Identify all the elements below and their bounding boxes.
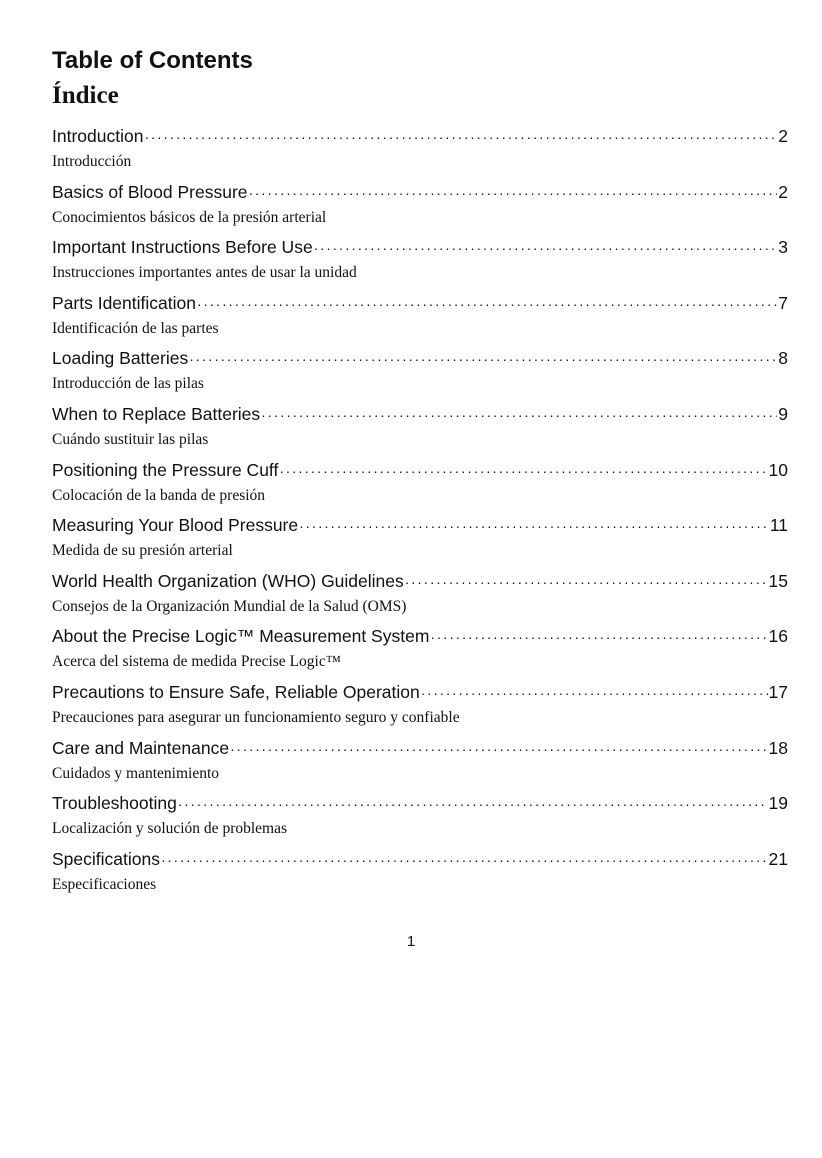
toc-page-number: 3 (778, 237, 788, 258)
toc-label: When to Replace Batteries (52, 403, 261, 424)
toc-line (52, 124, 788, 148)
toc-entry-precise-logic (52, 624, 788, 678)
toc-subtitle: Introducción (52, 153, 132, 170)
toc-line (52, 291, 788, 315)
toc-subtitle: Identificación de las partes (52, 319, 219, 337)
toc-leader-dots (421, 681, 768, 705)
table-of-contents (52, 124, 788, 902)
toc-line (52, 346, 788, 370)
toc-page-number: 18 (768, 737, 788, 758)
toc-entry-specifications (52, 847, 788, 901)
toc-label: Positioning the Pressure Cuff (52, 459, 279, 480)
toc-page-number: 2 (778, 126, 788, 146)
toc-line (52, 180, 788, 204)
toc-page-number: 21 (768, 848, 788, 869)
toc-label: Important Instructions Before Use (52, 237, 313, 258)
toc-entry-loading-batteries (52, 346, 788, 400)
toc-leader-dots (230, 737, 767, 761)
toc-entry-parts-identification (52, 291, 788, 345)
page-title-spanish: Índice (52, 82, 119, 109)
toc-label: Basics of Blood Pressure (52, 181, 248, 202)
toc-line (52, 680, 788, 704)
toc-page-number: 8 (778, 348, 788, 369)
toc-label: Care and Maintenance (52, 737, 230, 758)
toc-leader-dots (279, 459, 767, 483)
toc-entry-troubleshooting (52, 791, 788, 845)
toc-leader-dots (178, 792, 768, 816)
toc-label: Specifications (52, 848, 160, 869)
toc-subtitle: Colocación de la banda de presión (52, 486, 266, 504)
toc-line (52, 736, 788, 760)
toc-line (52, 624, 788, 648)
toc-entry-when-to-replace-batteries (52, 402, 788, 456)
toc-entry-basics-of-blood-pressure (52, 180, 788, 234)
toc-entry-important-instructions (52, 235, 788, 289)
toc-leader-dots (314, 236, 778, 260)
toc-subtitle: Medida de su presión arterial (52, 542, 233, 560)
toc-entry-who-guidelines (52, 569, 788, 623)
toc-subtitle: Especificaciones (52, 875, 157, 893)
toc-line (52, 847, 788, 871)
toc-subtitle: Acerca del sistema de medida Precise Logic™ (52, 653, 341, 671)
toc-label: Introduction (52, 126, 144, 146)
toc-page-number: 9 (778, 403, 788, 424)
toc-label: About the Precise Logic™ Measurement System (52, 626, 430, 647)
toc-line (52, 235, 788, 259)
toc-subtitle: Precauciones para asegurar un funcionamiento seguro y confiable (52, 708, 460, 726)
toc-subtitle: Instrucciones importantes antes de usar la unidad (52, 264, 357, 282)
toc-entry-care-and-maintenance (52, 736, 788, 790)
page-number: 1 (406, 933, 416, 950)
toc-entry-measuring-blood-pressure (52, 513, 788, 567)
toc-page-number: 2 (778, 181, 788, 202)
toc-leader-dots (249, 181, 778, 205)
toc-page-number: 7 (778, 292, 788, 313)
toc-leader-dots (197, 292, 777, 316)
toc-line (52, 513, 788, 537)
toc-line (52, 569, 788, 593)
toc-leader-dots (144, 125, 777, 149)
toc-leader-dots (189, 347, 777, 371)
toc-subtitle: Cuidados y mantenimiento (52, 764, 220, 782)
toc-leader-dots (299, 514, 769, 538)
toc-label: Measuring Your Blood Pressure (52, 515, 299, 536)
toc-subtitle: Conocimientos básicos de la presión arterial (52, 208, 327, 226)
toc-page-number: 11 (769, 515, 788, 536)
toc-subtitle: Introducción de las pilas (52, 375, 204, 393)
toc-entry-precautions (52, 680, 788, 734)
toc-label: Loading Batteries (52, 348, 189, 369)
toc-leader-dots (161, 848, 768, 872)
toc-line (52, 458, 788, 482)
toc-entry-introduction (52, 124, 788, 178)
toc-leader-dots (261, 403, 777, 427)
toc-label: Precautions to Ensure Safe, Reliable Operation (52, 681, 420, 702)
toc-page-number: 15 (768, 570, 788, 591)
toc-label: World Health Organization (WHO) Guidelines (52, 570, 404, 591)
toc-label: Parts Identification (52, 292, 196, 313)
toc-subtitle: Consejos de la Organización Mundial de la Salud (OMS) (52, 597, 407, 615)
toc-line (52, 791, 788, 815)
page-title: Table of Contents (52, 47, 253, 74)
toc-label: Troubleshooting (52, 793, 177, 814)
toc-page-number: 19 (768, 793, 788, 814)
toc-page-number: 10 (768, 459, 788, 480)
toc-entry-positioning-cuff (52, 458, 788, 512)
toc-leader-dots (405, 570, 768, 594)
toc-page-number: 17 (768, 681, 788, 702)
toc-page-number: 16 (768, 626, 788, 647)
toc-line (52, 402, 788, 426)
toc-subtitle: Localización y solución de problemas (52, 820, 288, 838)
toc-subtitle: Cuándo sustituir las pilas (52, 430, 209, 448)
toc-leader-dots (430, 625, 767, 649)
